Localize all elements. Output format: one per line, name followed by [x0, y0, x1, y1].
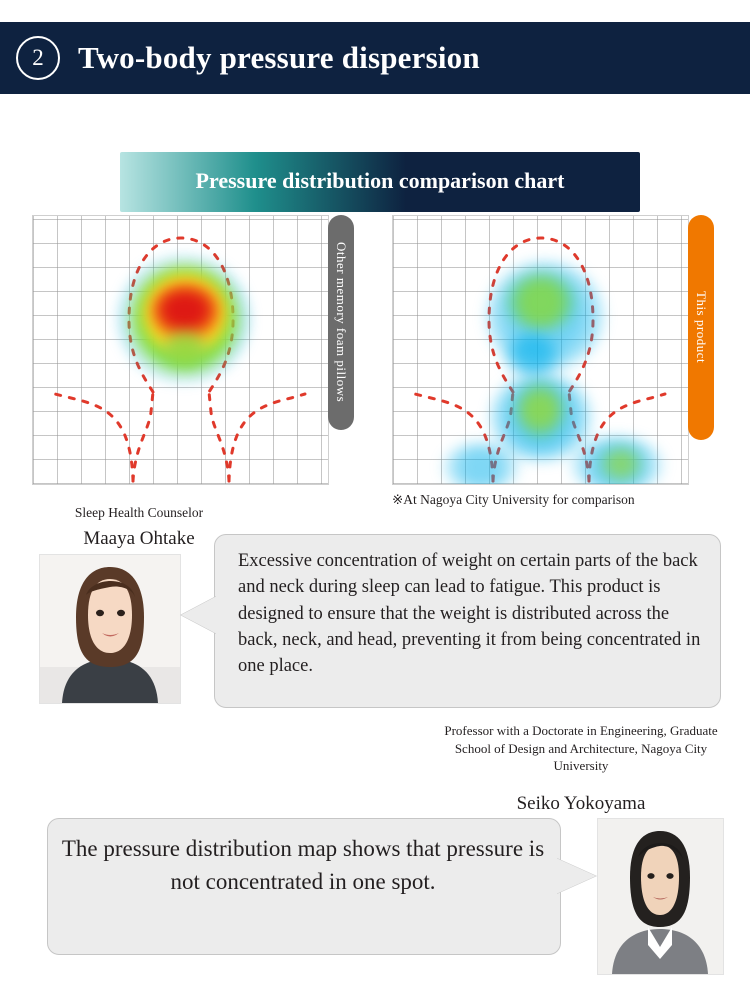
person1-quote-text: Excessive concentration of weight on certain parts of the back and neck during sleep can lead to fatigue. This product is designed to ensure that the weight is distributed across the back, neck, and head, preventing it from being concentrated in one place.	[238, 551, 701, 677]
section-number-badge: 2	[16, 36, 60, 80]
person1-quote-bubble-tail	[181, 596, 217, 634]
person2-name: Seiko Yokoyama	[516, 793, 646, 814]
heat-blob	[507, 274, 575, 330]
person2-avatar	[597, 818, 724, 975]
label-other-memory-foam-pillows: Other memory foam pillows	[328, 215, 354, 430]
person2-quote-text: The pressure distribution map shows that pressure is not concentrated in one spot.	[61, 836, 545, 894]
chart-footnote: ※At Nagoya City University for comparison	[392, 492, 635, 507]
heat-blob	[155, 290, 215, 330]
pressure-map-this-product	[392, 215, 689, 485]
label-this-product: This product	[688, 215, 714, 440]
chart-title-text: Pressure distribution comparison chart	[195, 168, 565, 193]
person2-quote-bubble-tail	[556, 858, 596, 894]
heat-blob	[443, 444, 519, 485]
heat-blob	[163, 332, 207, 366]
page-title: Two-body pressure dispersion	[78, 40, 480, 75]
page-header	[0, 22, 750, 94]
person1-role: Sleep Health Counselor	[74, 505, 204, 520]
person1-avatar	[39, 554, 181, 704]
pressure-map-other-pillow	[32, 215, 329, 485]
heat-blob	[517, 382, 563, 438]
person2-role: Professor with a Doctorate in Engineering, Graduate School of Design and Architecture, Nagoya City University	[444, 723, 718, 774]
heat-blob	[505, 334, 559, 376]
person1-name: Maaya Ohtake	[83, 528, 195, 549]
heat-blob	[599, 448, 643, 480]
